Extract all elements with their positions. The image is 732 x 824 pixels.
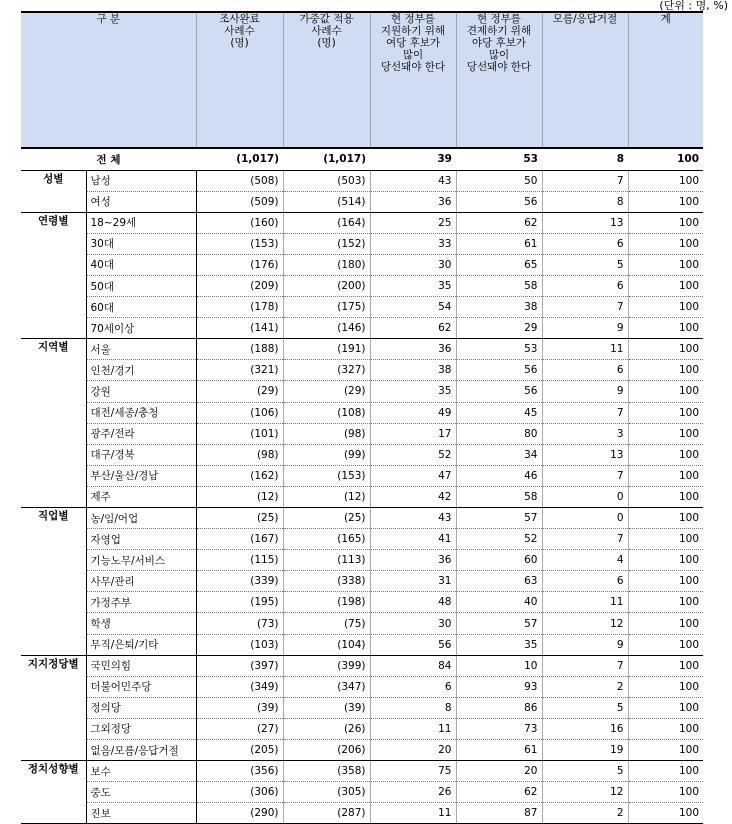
cell-sum: 100 [628, 550, 703, 571]
table-row [21, 718, 703, 739]
cell-support: 54 [370, 297, 456, 318]
cell-check: 87 [456, 803, 542, 824]
cell-dont-know: 11 [542, 339, 628, 360]
cell-weighted: (104) [283, 634, 370, 655]
table-row [21, 634, 703, 655]
cell-sum: 100 [628, 529, 703, 550]
cell-check: 58 [456, 486, 542, 507]
cell-dont-know: 6 [542, 360, 628, 381]
cell-check: 40 [456, 592, 542, 613]
cell-check: 56 [456, 191, 542, 212]
cell-sum: 100 [628, 297, 703, 318]
cell-check: 61 [456, 233, 542, 254]
cell-weighted: (399) [283, 655, 370, 676]
cell-support: 6 [370, 676, 456, 697]
cell-check: 62 [456, 782, 542, 803]
cell-check: 29 [456, 318, 542, 339]
row-label: 인천/경기 [86, 360, 196, 381]
cell-sum: 100 [628, 212, 703, 233]
row-label: 남성 [86, 170, 196, 191]
cell-weighted: (358) [283, 761, 370, 782]
cell-sum: 100 [628, 782, 703, 803]
cell-support: 36 [370, 339, 456, 360]
cell-check: 53 [456, 339, 542, 360]
cell-sum: 100 [628, 571, 703, 592]
row-label: 부산/울산/경남 [86, 465, 196, 486]
table-row [21, 486, 703, 507]
cell-sum: 100 [628, 655, 703, 676]
cell-support: 48 [370, 592, 456, 613]
row-label: 그외정당 [86, 718, 196, 739]
cell-dont-know: 12 [542, 613, 628, 634]
cell-weighted: (25) [283, 508, 370, 529]
cell-completed: (39) [196, 697, 283, 718]
header-category: 구 분 [21, 12, 196, 148]
cell-completed: (195) [196, 592, 283, 613]
cell-support: 38 [370, 360, 456, 381]
cell-check: 46 [456, 465, 542, 486]
cell-dont-know: 7 [542, 529, 628, 550]
table-row [21, 613, 703, 634]
row-label: 농/임/어업 [86, 508, 196, 529]
table-row [21, 318, 703, 339]
cell-check: 10 [456, 655, 542, 676]
cell-check: 57 [456, 613, 542, 634]
cell-support: 35 [370, 275, 456, 296]
cell-completed: (115) [196, 550, 283, 571]
cell-weighted: (287) [283, 803, 370, 824]
cell-support: 30 [370, 613, 456, 634]
group-label: 성별 [21, 170, 86, 212]
cell-weighted: (200) [283, 275, 370, 296]
cell-completed: (12) [196, 486, 283, 507]
table-row [21, 275, 703, 296]
cell-sum: 100 [628, 740, 703, 761]
cell-completed: (306) [196, 782, 283, 803]
row-label: 30대 [86, 233, 196, 254]
cell-completed: (349) [196, 676, 283, 697]
table-row [21, 191, 703, 212]
cell-support: 36 [370, 191, 456, 212]
row-label: 사무/관리 [86, 571, 196, 592]
cell-support: 52 [370, 444, 456, 465]
cell-check: 86 [456, 697, 542, 718]
table-row [21, 444, 703, 465]
cell-completed: (397) [196, 655, 283, 676]
cell-weighted: (191) [283, 339, 370, 360]
cell-weighted: (29) [283, 381, 370, 402]
cell-weighted: (75) [283, 613, 370, 634]
cell-dont-know: 2 [542, 676, 628, 697]
header-check-government: 현 정부를 견제하기 위해 야당 후보가 많이 당선돼야 한다 [456, 12, 542, 148]
cell-sum: 100 [628, 761, 703, 782]
group-label: 연령별 [21, 212, 86, 339]
cell-sum: 100 [628, 613, 703, 634]
cell-check: 80 [456, 423, 542, 444]
cell-support: 84 [370, 655, 456, 676]
cell-sum: 100 [628, 423, 703, 444]
cell-completed: (167) [196, 529, 283, 550]
table-row [21, 697, 703, 718]
row-label: 더불어민주당 [86, 676, 196, 697]
cell-dont-know: 2 [542, 803, 628, 824]
cell-weighted: (146) [283, 318, 370, 339]
cell-dont-know: 11 [542, 592, 628, 613]
row-label: 18~29세 [86, 212, 196, 233]
cell-completed: (178) [196, 297, 283, 318]
cell-support: 11 [370, 718, 456, 739]
table-row [21, 360, 703, 381]
total-support: 39 [370, 148, 456, 170]
cell-dont-know: 7 [542, 297, 628, 318]
cell-dont-know: 13 [542, 444, 628, 465]
table-row [21, 508, 703, 529]
header-completed-cases: 조사완료 사례수 (명) [196, 12, 283, 148]
table-row [21, 297, 703, 318]
group-label: 정치성향별 [21, 761, 86, 824]
cell-check: 73 [456, 718, 542, 739]
cell-completed: (188) [196, 339, 283, 360]
header-support-government: 현 정부를 지원하기 위해 여당 후보가 많이 당선돼야 한다 [370, 12, 456, 148]
table-row [21, 529, 703, 550]
cell-weighted: (180) [283, 254, 370, 275]
row-label: 없음/모름/응답거절 [86, 740, 196, 761]
total-check: 53 [456, 148, 542, 170]
cell-completed: (162) [196, 465, 283, 486]
cell-support: 8 [370, 697, 456, 718]
cell-sum: 100 [628, 803, 703, 824]
total-completed: (1,017) [196, 148, 283, 170]
table-row [21, 571, 703, 592]
row-label: 광주/전라 [86, 423, 196, 444]
cell-completed: (321) [196, 360, 283, 381]
total-dont-know: 8 [542, 148, 628, 170]
cell-dont-know: 0 [542, 508, 628, 529]
cell-sum: 100 [628, 275, 703, 296]
cell-dont-know: 7 [542, 402, 628, 423]
total-weighted: (1,017) [283, 148, 370, 170]
cell-dont-know: 6 [542, 275, 628, 296]
cell-support: 30 [370, 254, 456, 275]
cell-completed: (176) [196, 254, 283, 275]
cell-sum: 100 [628, 360, 703, 381]
cell-support: 17 [370, 423, 456, 444]
cell-sum: 100 [628, 697, 703, 718]
cell-support: 56 [370, 634, 456, 655]
cell-completed: (27) [196, 718, 283, 739]
cell-completed: (339) [196, 571, 283, 592]
cell-dont-know: 9 [542, 634, 628, 655]
cell-dont-know: 0 [542, 486, 628, 507]
cell-sum: 100 [628, 465, 703, 486]
cell-check: 35 [456, 634, 542, 655]
total-row [21, 148, 703, 170]
cell-weighted: (338) [283, 571, 370, 592]
row-label: 60대 [86, 297, 196, 318]
cell-support: 43 [370, 508, 456, 529]
cell-support: 62 [370, 318, 456, 339]
row-label: 중도 [86, 782, 196, 803]
cell-check: 52 [456, 529, 542, 550]
cell-dont-know: 9 [542, 381, 628, 402]
cell-check: 57 [456, 508, 542, 529]
row-label: 제주 [86, 486, 196, 507]
header-row [21, 12, 703, 148]
cell-sum: 100 [628, 191, 703, 212]
cell-weighted: (165) [283, 529, 370, 550]
table-row [21, 676, 703, 697]
cell-sum: 100 [628, 676, 703, 697]
header-weighted-cases: 가중값 적용 사례수 (명) [283, 12, 370, 148]
cell-sum: 100 [628, 318, 703, 339]
cell-support: 11 [370, 803, 456, 824]
cell-support: 35 [370, 381, 456, 402]
cell-weighted: (175) [283, 297, 370, 318]
table-row [21, 592, 703, 613]
table-row [21, 782, 703, 803]
cell-dont-know: 7 [542, 465, 628, 486]
cell-completed: (98) [196, 444, 283, 465]
cell-support: 42 [370, 486, 456, 507]
cell-completed: (508) [196, 170, 283, 191]
cell-check: 38 [456, 297, 542, 318]
cell-sum: 100 [628, 254, 703, 275]
cell-completed: (101) [196, 423, 283, 444]
cell-dont-know: 6 [542, 233, 628, 254]
row-label: 강원 [86, 381, 196, 402]
cell-sum: 100 [628, 508, 703, 529]
cell-weighted: (514) [283, 191, 370, 212]
cell-dont-know: 12 [542, 782, 628, 803]
cell-weighted: (206) [283, 740, 370, 761]
cell-support: 36 [370, 550, 456, 571]
header-total: 계 [628, 12, 703, 148]
cell-completed: (290) [196, 803, 283, 824]
cell-dont-know: 7 [542, 170, 628, 191]
cell-completed: (106) [196, 402, 283, 423]
cell-weighted: (503) [283, 170, 370, 191]
cell-sum: 100 [628, 170, 703, 191]
cell-weighted: (26) [283, 718, 370, 739]
cell-support: 26 [370, 782, 456, 803]
cell-sum: 100 [628, 592, 703, 613]
table-row [21, 740, 703, 761]
header-dont-know: 모름/응답거절 [542, 12, 628, 148]
row-label: 40대 [86, 254, 196, 275]
cell-dont-know: 13 [542, 212, 628, 233]
cell-check: 50 [456, 170, 542, 191]
table-row [21, 761, 703, 782]
cell-dont-know: 16 [542, 718, 628, 739]
cell-sum: 100 [628, 634, 703, 655]
row-label: 정의당 [86, 697, 196, 718]
row-label: 자영업 [86, 529, 196, 550]
table-row [21, 423, 703, 444]
total-sum: 100 [628, 148, 703, 170]
table-row [21, 550, 703, 571]
cell-weighted: (327) [283, 360, 370, 381]
cell-completed: (25) [196, 508, 283, 529]
cell-completed: (356) [196, 761, 283, 782]
group-label: 지역별 [21, 339, 86, 508]
cell-dont-know: 3 [542, 423, 628, 444]
cell-completed: (73) [196, 613, 283, 634]
cell-weighted: (152) [283, 233, 370, 254]
cell-completed: (209) [196, 275, 283, 296]
cell-support: 49 [370, 402, 456, 423]
cell-support: 41 [370, 529, 456, 550]
cell-check: 62 [456, 212, 542, 233]
cell-check: 93 [456, 676, 542, 697]
cell-sum: 100 [628, 718, 703, 739]
cell-support: 20 [370, 740, 456, 761]
table-row [21, 212, 703, 233]
table-row [21, 655, 703, 676]
cell-check: 65 [456, 254, 542, 275]
table-row [21, 465, 703, 486]
cell-completed: (509) [196, 191, 283, 212]
survey-table [21, 11, 703, 824]
cell-dont-know: 9 [542, 318, 628, 339]
table-row [21, 170, 703, 191]
row-label: 보수 [86, 761, 196, 782]
cell-support: 31 [370, 571, 456, 592]
cell-support: 33 [370, 233, 456, 254]
cell-weighted: (305) [283, 782, 370, 803]
group-label: 직업별 [21, 508, 86, 656]
cell-dont-know: 6 [542, 571, 628, 592]
cell-sum: 100 [628, 402, 703, 423]
cell-check: 63 [456, 571, 542, 592]
cell-sum: 100 [628, 233, 703, 254]
cell-check: 58 [456, 275, 542, 296]
row-label: 여성 [86, 191, 196, 212]
cell-weighted: (113) [283, 550, 370, 571]
cell-weighted: (347) [283, 676, 370, 697]
cell-completed: (141) [196, 318, 283, 339]
row-label: 국민의힘 [86, 655, 196, 676]
cell-support: 47 [370, 465, 456, 486]
cell-dont-know: 5 [542, 254, 628, 275]
cell-sum: 100 [628, 486, 703, 507]
cell-completed: (160) [196, 212, 283, 233]
row-label: 학생 [86, 613, 196, 634]
row-label: 무직/은퇴/기타 [86, 634, 196, 655]
table-row [21, 339, 703, 360]
cell-weighted: (98) [283, 423, 370, 444]
cell-weighted: (12) [283, 486, 370, 507]
table-row [21, 803, 703, 824]
cell-check: 20 [456, 761, 542, 782]
cell-check: 60 [456, 550, 542, 571]
cell-weighted: (108) [283, 402, 370, 423]
table-row [21, 381, 703, 402]
cell-dont-know: 19 [542, 740, 628, 761]
cell-check: 45 [456, 402, 542, 423]
table-row [21, 254, 703, 275]
cell-check: 61 [456, 740, 542, 761]
cell-weighted: (39) [283, 697, 370, 718]
cell-check: 56 [456, 360, 542, 381]
row-label: 가정주부 [86, 592, 196, 613]
cell-weighted: (164) [283, 212, 370, 233]
unit-note: (단위 : 명, %) [659, 0, 728, 12]
cell-dont-know: 5 [542, 697, 628, 718]
cell-completed: (205) [196, 740, 283, 761]
cell-weighted: (198) [283, 592, 370, 613]
total-label: 전 체 [21, 148, 196, 170]
row-label: 대구/경북 [86, 444, 196, 465]
group-label: 지지정당별 [21, 655, 86, 760]
row-label: 70세이상 [86, 318, 196, 339]
cell-weighted: (99) [283, 444, 370, 465]
cell-support: 25 [370, 212, 456, 233]
row-label: 대전/세종/충청 [86, 402, 196, 423]
cell-completed: (153) [196, 233, 283, 254]
table-row [21, 233, 703, 254]
cell-completed: (103) [196, 634, 283, 655]
cell-dont-know: 7 [542, 655, 628, 676]
cell-sum: 100 [628, 444, 703, 465]
cell-dont-know: 4 [542, 550, 628, 571]
cell-support: 75 [370, 761, 456, 782]
row-label: 기능노무/서비스 [86, 550, 196, 571]
cell-completed: (29) [196, 381, 283, 402]
cell-check: 34 [456, 444, 542, 465]
table-row [21, 402, 703, 423]
row-label: 서울 [86, 339, 196, 360]
cell-weighted: (153) [283, 465, 370, 486]
cell-sum: 100 [628, 339, 703, 360]
row-label: 진보 [86, 803, 196, 824]
cell-dont-know: 8 [542, 191, 628, 212]
cell-dont-know: 5 [542, 761, 628, 782]
cell-support: 43 [370, 170, 456, 191]
cell-sum: 100 [628, 381, 703, 402]
row-label: 50대 [86, 275, 196, 296]
cell-check: 56 [456, 381, 542, 402]
